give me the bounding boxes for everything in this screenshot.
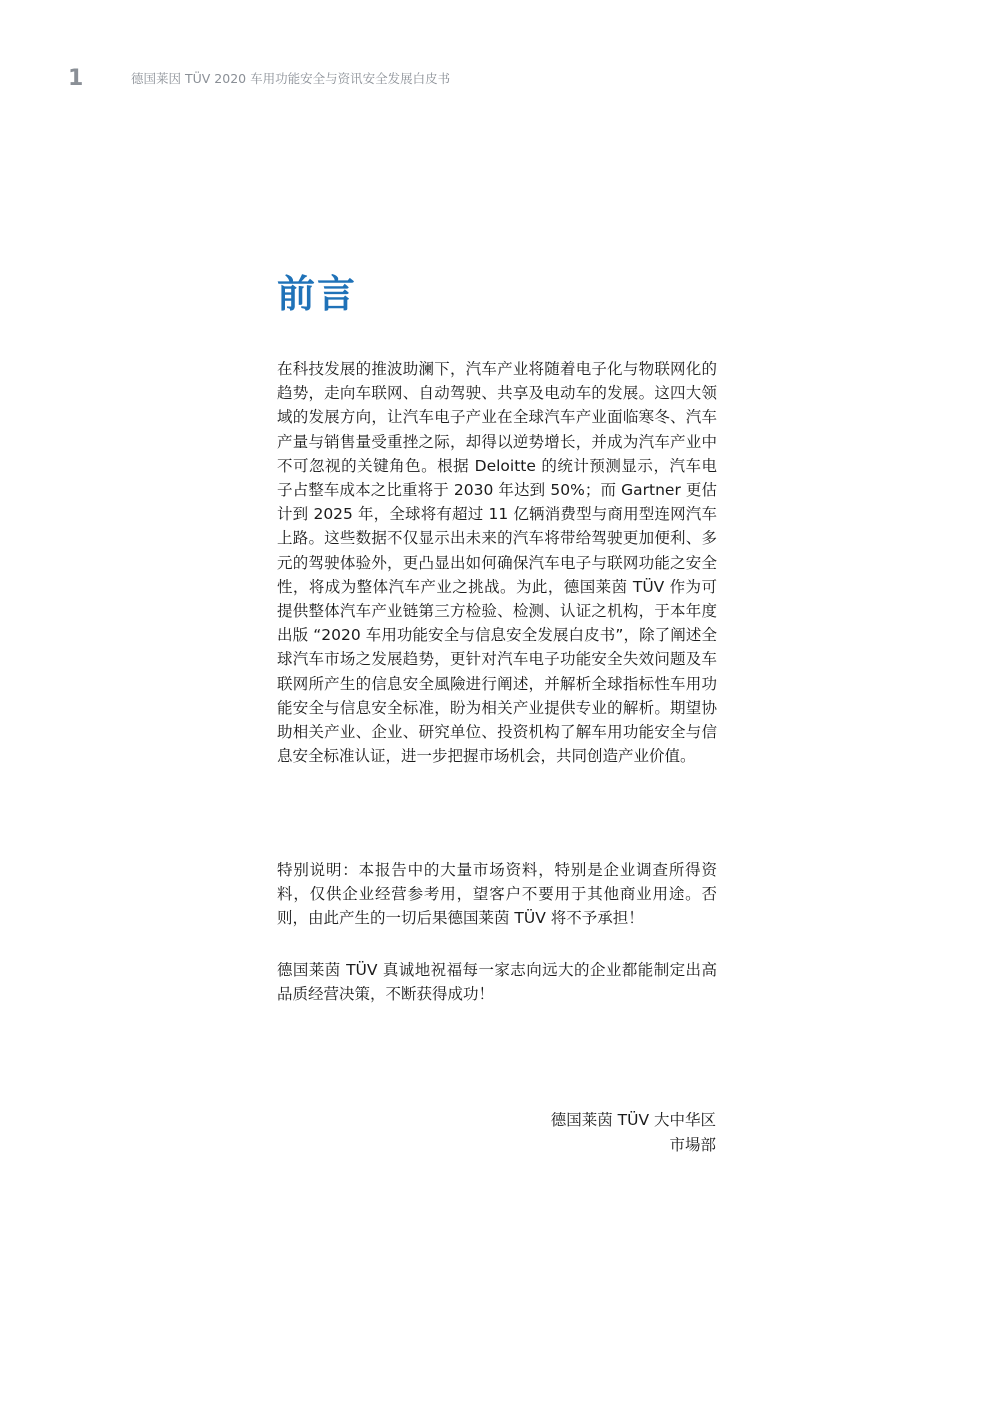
page-title: 前言 — [277, 272, 358, 316]
body-paragraph-wishes: 德国莱茵 TÜV 真诚地祝福每一家志向远大的企业都能制定出高品质经营决策，不断获得成功！ — [277, 961, 717, 1004]
body-paragraph-disclaimer: 特别说明：本报告中的大量市场资料，特别是企业调查所得资料，仅供企业经营参考用，望客户不要用于其他商业用途。否则，由此产生的一切后果德国莱茵 TÜV 将不予承担！ — [277, 861, 717, 928]
signature-block — [551, 1108, 716, 1158]
running-header-title: 德国莱因 TÜV 2020 车用功能安全与资讯安全发展白皮书 — [131, 71, 451, 86]
signature-organization: 德国莱茵 TÜV 大中华区 — [550, 1111, 716, 1129]
body-paragraph-intro: 在科技发展的推波助澜下，汽车产业将随着电子化与物联网化的趋势，走向车联网、自动驾驶、共享及电动车的发展。这四大领域的发展方向，让汽车电子产业在全球汽车产业面临寒冬、汽车产量与销售量受重挫之际，却得以逆势增长，并成为汽车产业中不可忽视的关键角色。根据 Deloitte 的统计预测显示，汽车电子占整车成本之比重将于 2030 年达到 50%；而 Gartner 更估计到 2025 年，全球将有超过 11 亿辆消费型与商用型连网汽车上路。这些数据不仅显示出未来的汽车将带给驾驶更加便利、多元的驾驶体验外，更凸显出如何确保汽车电子与联网功能之安全性，将成为整体汽车产业之挑战。为此，德国莱茵 TÜV 作为可提供整体汽车产业链第三方检验、检测、认证之机构，于本年度出版 “2020 车用功能安全与信息安全发展白皮书”，除了阐述全球汽车市场之发展趋势，更针对汽车电子功能安全失效问题及车联网所产生的信息安全風險进行阐述，并解析全球指标性车用功能安全与信息安全标准，盼为相关产业提供专业的解析。期望协助相关产业、企业、研究单位、投资机构了解车用功能安全与信息安全标准认证，进一步把握市场机会，共同创造产业价值。 — [277, 360, 717, 766]
signature-department: 市場部 — [669, 1136, 716, 1154]
page-number: 1 — [68, 66, 84, 91]
